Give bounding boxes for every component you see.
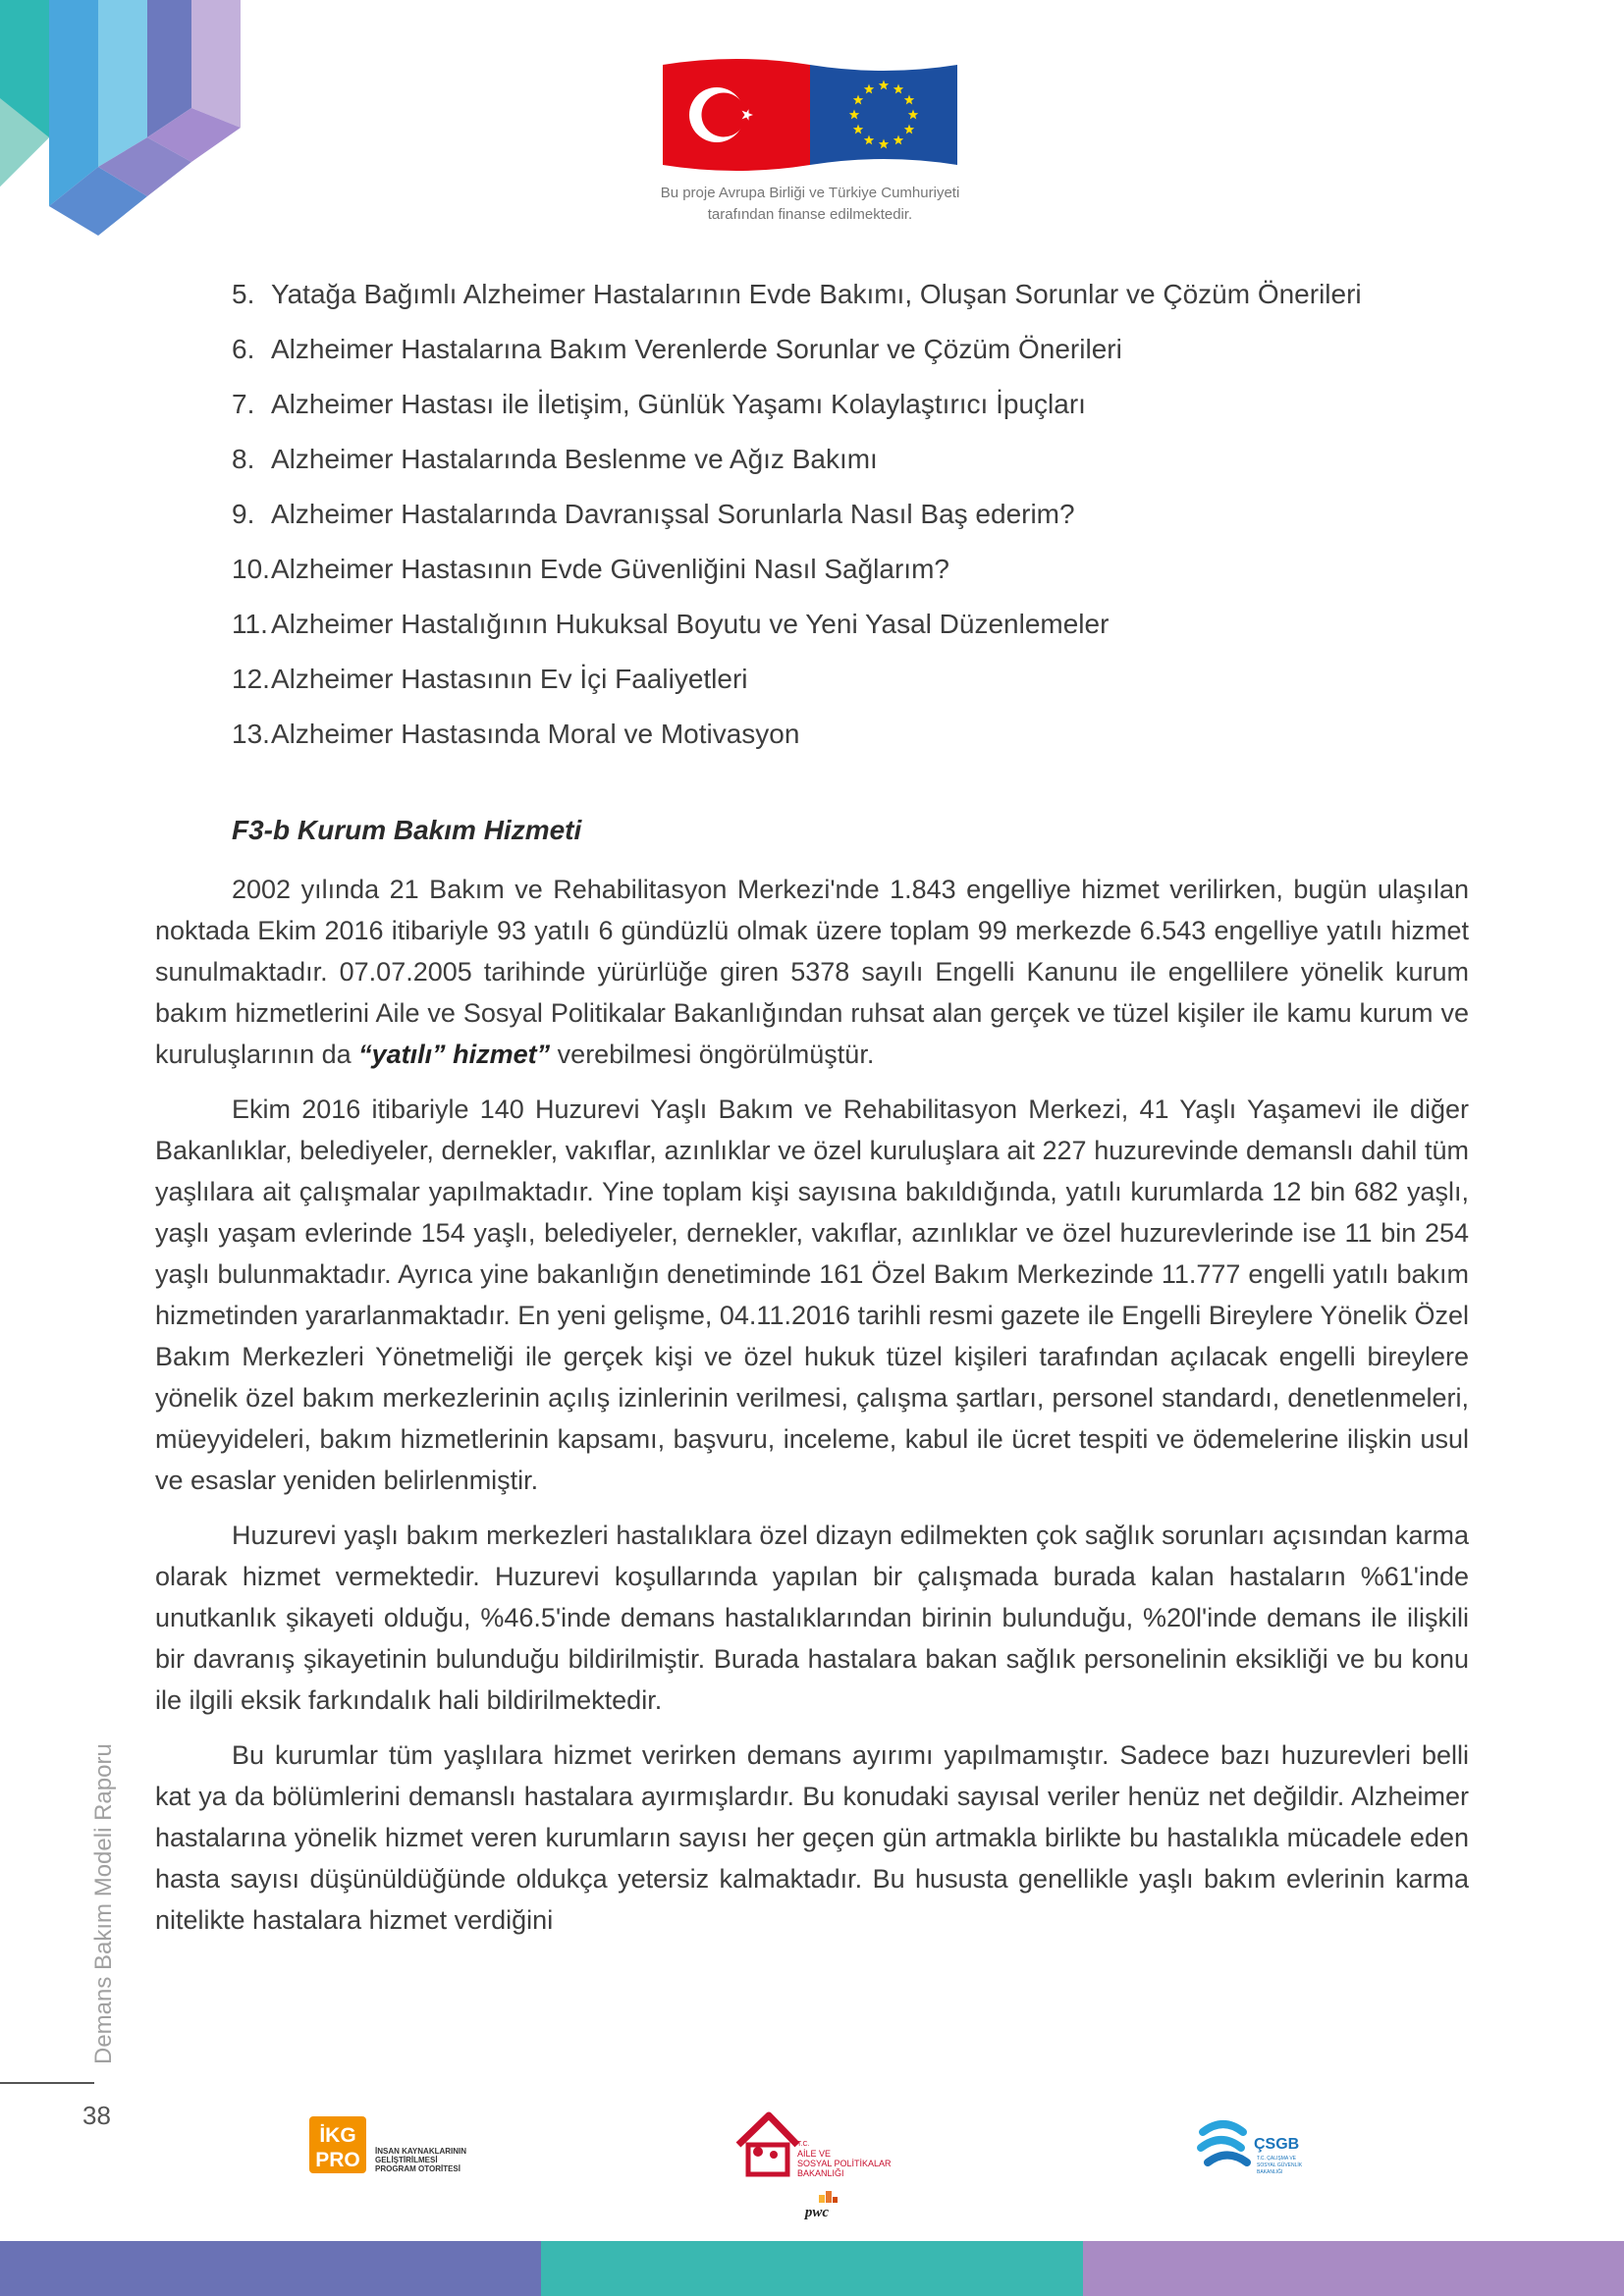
aile-logo-line-1: AİLE VE [797, 2149, 832, 2159]
body-text [155, 869, 1469, 1954]
topic-list [232, 267, 1479, 762]
aile-logo-line-2: SOSYAL POLİTİKALAR [797, 2159, 892, 2168]
ikg-logo-line-3: PROGRAM OTORİTESİ [375, 2164, 460, 2173]
aile-logo-line-3: BAKANLIĞI [797, 2168, 844, 2178]
list-item-number: 13. [232, 719, 270, 749]
csgb-logo [1201, 2124, 1303, 2175]
list-item-text: Alzheimer Hastalarına Bakım Verenlerde Sorunlar ve Çözüm Önerileri [271, 334, 1122, 364]
list-item-number: 7. [232, 389, 255, 419]
paragraph-4: Bu kurumlar tüm yaşlılara hizmet verirken demans ayırımı yapılmamıştır. Sadece bazı huzurevleri belli kat ya da bölümlerini demanslı hastalara ayırmışlardır. Bu konudaki sayısal veriler henüz net değildir. Alzheimer hastalarına yönelik hizmet veren kurumların sayısı her geçen gün artmakla birlikte bu hastalıkla mücadele eden hasta sayısı düşünüldüğünde oldukça yetersiz kalmaktadır. Bu hususta genellikle yaşlı bakım evlerinin karma nitelikte hastalara hizmet verdiğini [155, 1740, 1469, 1935]
paragraph-1 [155, 869, 1469, 1075]
ikg-logo-line-1: İNSAN KAYNAKLARININ [375, 2147, 467, 2156]
list-item [232, 597, 1479, 652]
paragraph-1-start: 2002 yılında 21 Bakım ve Rehabilitasyon Merkezi'nde 1.843 engelliye hizmet verilirken, bugün ulaşılan noktada Ekim 2016 itibariyle 93 yatılı 6 gündüzlü olmak üzere toplam 99 merkezde 6.543 engelliye yatılı hizmet sunulmaktadır. 07.07.2005 tarihinde yürürlüğe giren 5378 sayılı Engelli Kanunu ile engellilere yönelik kurum bakım hizmetlerini Aile ve Sosyal Politikalar Bakanlığından ruhsat alan gerçek ve tüzel kişiler ile kamu kurum ve kuruluşlarının da [155, 875, 1469, 1069]
list-item-text: Alzheimer Hastası ile İletişim, Günlük Yaşamı Kolaylaştırıcı İpuçları [271, 389, 1086, 419]
list-item-text: Alzheimer Hastasının Ev İçi Faaliyetleri [271, 664, 748, 694]
list-item-number: 8. [232, 444, 255, 474]
aile-logo-small: T.C. [797, 2141, 810, 2148]
list-item-text: Alzheimer Hastalığının Hukuksal Boyutu ve Yeni Yasal Düzenlemeler [271, 609, 1110, 639]
section-title: F3-b Kurum Bakım Hizmeti [232, 815, 582, 845]
ikg-logo-bottom: PRO [315, 2149, 360, 2171]
list-item-number: 9. [232, 499, 255, 529]
paragraph-1-end: verebilmesi öngörülmüştür. [550, 1040, 875, 1069]
list-item [232, 432, 1479, 487]
paragraph-2: Ekim 2016 itibariyle 140 Huzurevi Yaşlı Bakım ve Rehabilitasyon Merkezi, 41 Yaşlı Yaşamevi ile diğer Bakanlıklar, belediyeler, dernekler, vakıflar, azınlıklar ve özel kuruluşlara ait 227 huzurevinde demanslı dahil tüm yaşlılara ait çalışmalar yapılmaktadır. Yine toplam kişi sayısına bakıldığında, yatılı kurumlarda 12 bin 682 yaşlı, yaşlı yaşam evlerinde 154 yaşlı, belediyeler, dernekler, vakıflar, azınlıklar ve özel huzurevlerinde ise 11 bin 254 yaşlı bulunmaktadır. Ayrıca yine bakanlığın denetiminde 161 Özel Bakım Merkezinde 11.777 engelli yatılı bakım hizmetinden yararlanmaktadır. En yeni gelişme, 04.11.2016 tarihli resmi gazete ile Engelli Bireylere Yönelik Özel Bakım Merkezleri Yönetmeliği ile gerçek kişi ve özel hukuk tüzel kişileri tarafından açılacak engelli bireylere yönelik özel bakım merkezlerinin açılış izinlerinin verilmesi, çalışma şartları, personel standardı, denetlenmeleri, müeyyideleri, bakım hizmetlerinin kapsamı, başvuru, inceleme, kabul ile ücret tespiti ve ödemelerine ilişkin usul ve esaslar yeniden belirlenmiştir. [155, 1095, 1469, 1495]
list-item-number: 10. [232, 554, 270, 584]
csgb-logo-title: ÇSGB [1254, 2136, 1300, 2153]
list-item-number: 12. [232, 664, 270, 694]
list-item-number: 6. [232, 334, 255, 364]
paragraph-1-emphasis: “yatılı” hizmet” [358, 1040, 551, 1069]
list-item [232, 707, 1479, 762]
bottom-bar-right [1083, 2241, 1624, 2296]
corner-decoration [0, 0, 245, 240]
csgb-logo-line-1: T.C. ÇALIŞMA VE [1257, 2156, 1297, 2162]
bottom-color-bar [0, 2241, 1624, 2296]
funding-caption [648, 183, 972, 226]
pwc-logo-text: pwc [804, 2205, 830, 2220]
csgb-logo-line-3: BAKANLIĞI [1257, 2169, 1283, 2175]
list-item [232, 267, 1479, 322]
funding-caption-line-1: Bu proje Avrupa Birliği ve Türkiye Cumhuriyeti [660, 185, 960, 201]
footer-logos [0, 2110, 1624, 2248]
list-item-text: Alzheimer Hastalarında Davranışsal Sorunlarla Nasıl Baş ederim? [271, 499, 1075, 529]
list-item [232, 652, 1479, 707]
report-side-label: Demans Bakım Modeli Raporu [90, 1743, 117, 2064]
csgb-logo-line-2: SOSYAL GÜVENLİK [1257, 2163, 1303, 2168]
pwc-logo [803, 2191, 838, 2220]
list-item [232, 487, 1479, 542]
ikg-logo-line-2: GELİŞTİRİLMESİ [375, 2156, 438, 2164]
funding-caption-line-2: tarafından finanse edilmektedir. [707, 206, 913, 223]
side-divider [0, 2082, 94, 2084]
paragraph-3: Huzurevi yaşlı bakım merkezleri hastalıklara özel dizayn edilmekten çok sağlık sorunları açısından karma olarak hizmet vermektedir. Huzurevi koşullarında yapılan bir çalışmada burada kalan hastaların %61'inde unutkanlık şikayeti olduğu, %46.5'inde demans hastalıklarından birinin bulunduğu, %20l'inde demans ile ilişkili bir davranış şikayetinin bulunduğu bildirilmiştir. Burada hastalara bakan sağlık personelinin eksikliği ve bu konu ile ilgili eksik farkındalık hali bildirilmektedir. [155, 1521, 1469, 1715]
bottom-bar-middle [541, 2241, 1082, 2296]
funding-header [648, 59, 972, 226]
list-item [232, 377, 1479, 432]
bottom-bar-left [0, 2241, 541, 2296]
list-item-text: Alzheimer Hastasında Moral ve Motivasyon [271, 719, 800, 749]
turkey-flag-icon [663, 59, 810, 171]
aile-bakanligi-logo [738, 2115, 892, 2178]
list-item-text: Yatağa Bağımlı Alzheimer Hastalarının Evde Bakımı, Oluşan Sorunlar ve Çözüm Önerileri [271, 279, 1362, 309]
list-item-number: 5. [232, 279, 255, 309]
page-number: 38 [82, 2101, 111, 2130]
ikg-logo-top: İKG [319, 2124, 356, 2147]
list-item-number: 11. [232, 609, 268, 639]
list-item [232, 542, 1479, 597]
ikg-pro-logo [309, 2116, 466, 2173]
eu-flag-icon [810, 59, 957, 171]
list-item-text: Alzheimer Hastalarında Beslenme ve Ağız Bakımı [271, 444, 878, 474]
list-item [232, 322, 1479, 377]
list-item-text: Alzheimer Hastasının Evde Güvenliğini Nasıl Sağlarım? [271, 554, 949, 584]
